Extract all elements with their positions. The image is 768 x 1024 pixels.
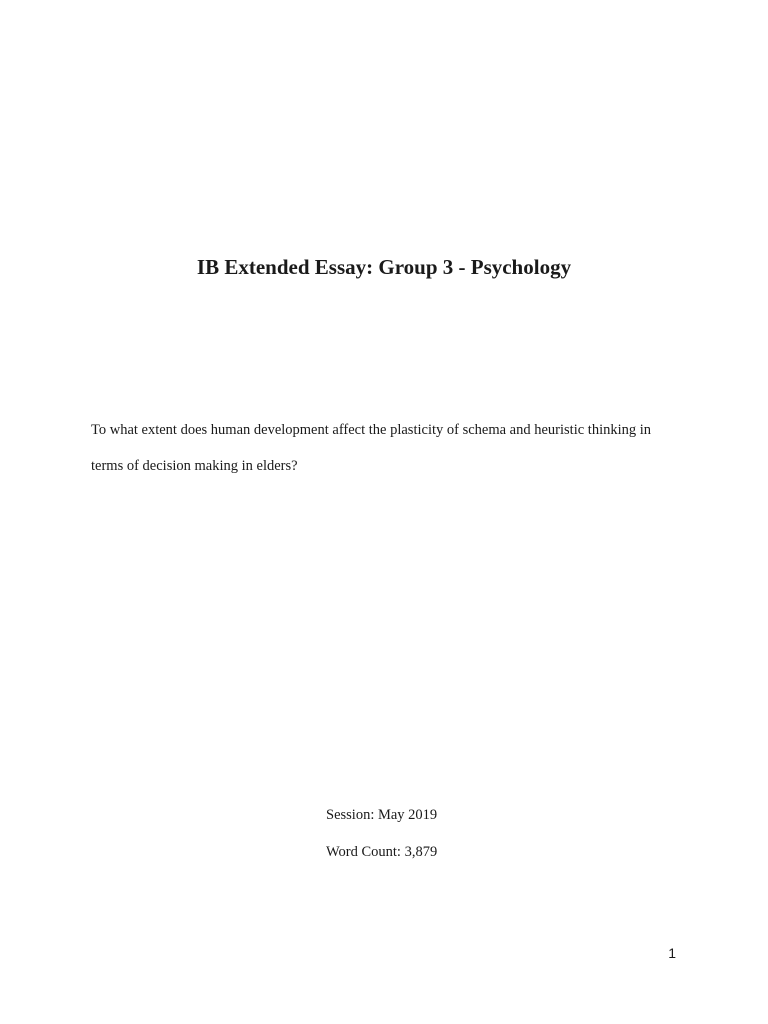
- page-number: 1: [668, 945, 676, 961]
- essay-title: IB Extended Essay: Group 3 - Psychology: [196, 255, 572, 279]
- research-question-line-2: terms of decision making in elders?: [91, 458, 298, 474]
- research-question: [91, 412, 691, 484]
- research-question-line-1: To what extent does human development affect the plasticity of schema and heuristic thinking in: [91, 422, 652, 438]
- session-label: Session: May 2019: [326, 807, 438, 823]
- word-count-label: Word Count: 3,879: [326, 844, 438, 860]
